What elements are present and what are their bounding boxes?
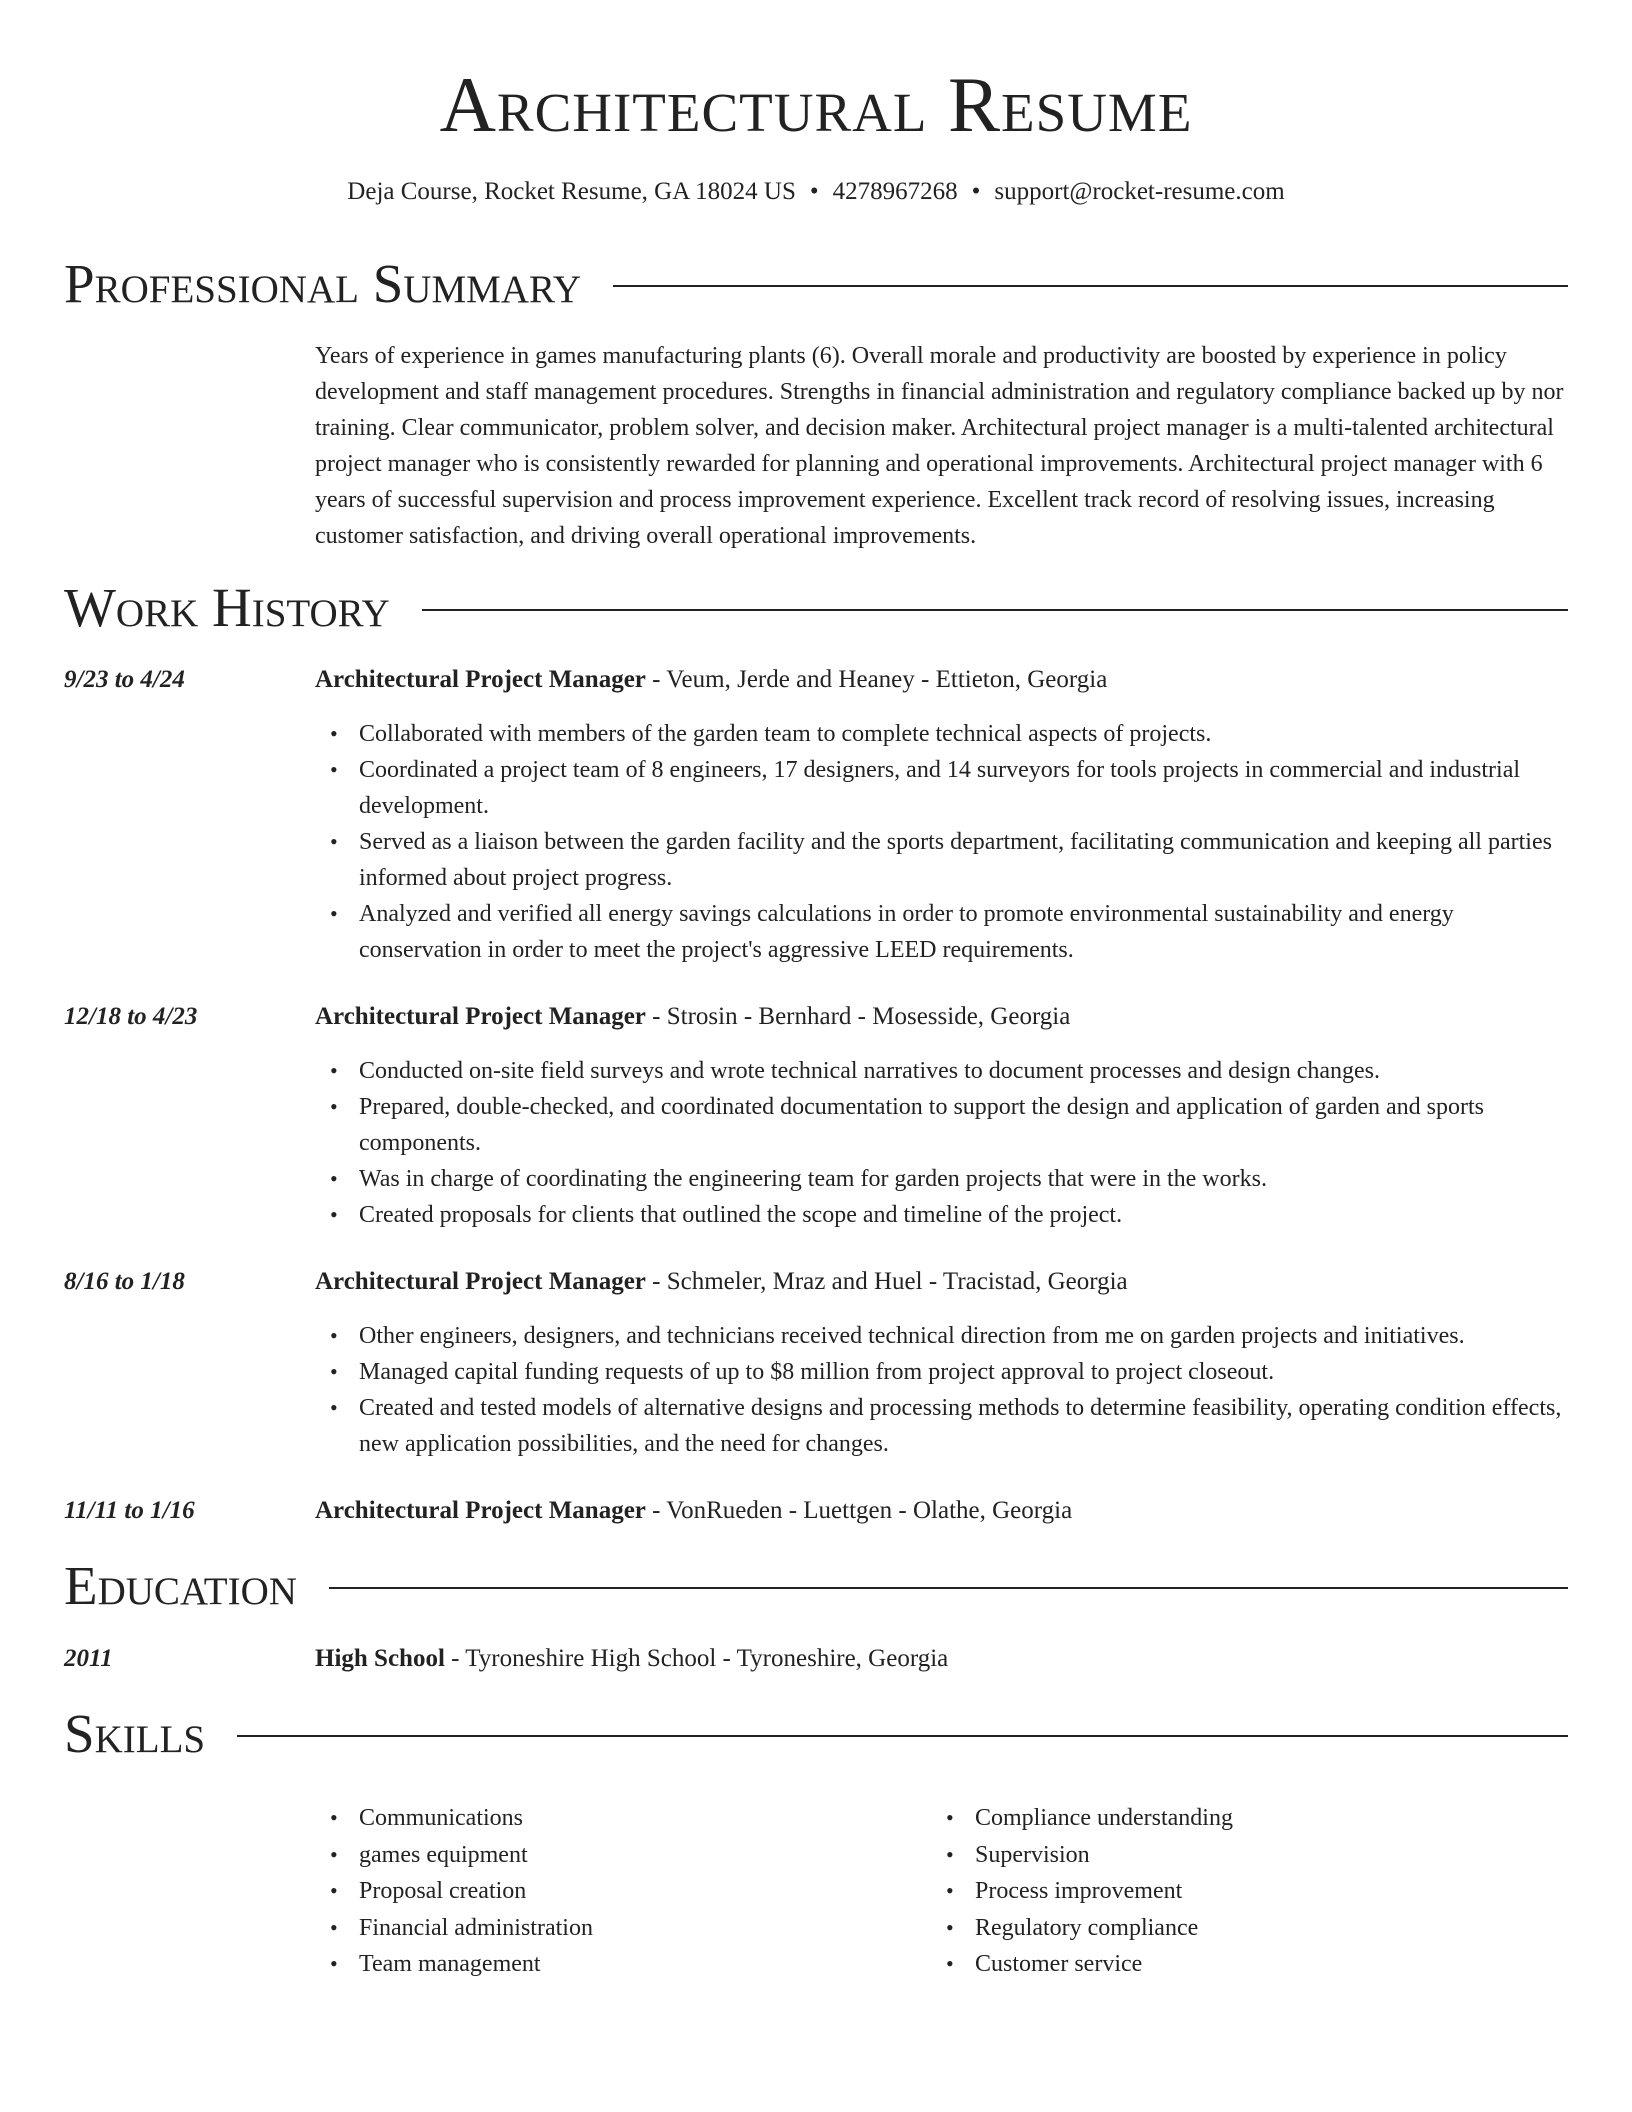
job-bullets xyxy=(315,716,1568,968)
job-dates: 12/18 to 4/23 xyxy=(64,1003,198,1030)
list-item: • Conducted on-site field surveys and wrote technical narratives to document processes and design changes. xyxy=(315,1053,1568,1089)
skill-item: • Financial administration xyxy=(315,1910,931,1947)
job-dates: 11/11 to 1/16 xyxy=(64,1497,195,1524)
skill-item: • Process improvement xyxy=(931,1873,1547,1910)
skills-list xyxy=(315,1800,1570,1983)
job-details: - VonRueden - Luettgen - Olathe, Georgia xyxy=(645,1497,1073,1524)
list-item: • Created proposals for clients that outlined the scope and timeline of the project. xyxy=(315,1197,1568,1233)
job-content xyxy=(315,1493,1568,1529)
section-divider xyxy=(422,609,1568,611)
job-content xyxy=(315,1264,1568,1462)
contact-email: support@rocket-resume.com xyxy=(994,178,1285,205)
job-heading xyxy=(315,1264,1568,1300)
education-degree: High School xyxy=(315,1645,445,1672)
job-bullets xyxy=(315,1053,1568,1233)
job-role: Architectural Project Manager xyxy=(315,1497,646,1524)
list-item: • Created and tested models of alternative designs and processing methods to determine feasibility, operating condition effects, new application possibilities, and the need for changes. xyxy=(315,1390,1568,1462)
job-details: - Strosin - Bernhard - Mosesside, Georgia xyxy=(645,1003,1071,1030)
job-role: Architectural Project Manager xyxy=(315,1003,646,1030)
resume-title: Architectural Resume xyxy=(439,61,1193,148)
skill-item: • Customer service xyxy=(931,1946,1547,1983)
section-title-work-history: Work History xyxy=(64,577,390,638)
skill-item: • Team management xyxy=(315,1946,931,1983)
job-content xyxy=(315,662,1568,968)
job-content xyxy=(315,999,1568,1233)
job-dates: 8/16 to 1/18 xyxy=(64,1268,185,1295)
skills-column-left xyxy=(315,1800,931,1983)
section-header-work-history xyxy=(64,576,1568,640)
list-item: • Other engineers, designers, and technicians received technical direction from me on garden projects and initiatives. xyxy=(315,1318,1568,1354)
skill-item: • Proposal creation xyxy=(315,1873,931,1910)
section-divider xyxy=(237,1735,1568,1737)
section-divider xyxy=(613,285,1568,287)
list-item: • Coordinated a project team of 8 engineers, 17 designers, and 14 surveyors for tools projects in commercial and industrial development. xyxy=(315,752,1568,824)
job-heading xyxy=(315,999,1568,1035)
job-bullets xyxy=(315,1318,1568,1462)
job-details: - Schmeler, Mraz and Huel - Tracistad, Georgia xyxy=(645,1268,1128,1295)
job-heading xyxy=(315,662,1568,698)
skill-item: • Compliance understanding xyxy=(931,1800,1547,1837)
education-heading xyxy=(315,1641,1568,1677)
skill-item: • games equipment xyxy=(315,1837,931,1874)
job-role: Architectural Project Manager xyxy=(315,666,646,693)
list-item: • Analyzed and verified all energy savings calculations in order to promote environmental sustainability and energy conservation in order to meet the project's aggressive LEED requirements. xyxy=(315,896,1568,968)
job-dates: 9/23 to 4/24 xyxy=(64,666,185,693)
summary-text: Years of experience in games manufacturing plants (6). Overall morale and productivity are boosted by experience in policy development and staff management procedures. Strengths in financial administration and regulatory compliance backed up by nor training. Clear communicator, problem solver, and decision maker. Architectural project manager is a multi-talented architectural project manager who is consistently rewarded for planning and operational improvements. Architectural project manager with 6 years of successful supervision and process improvement experience. Excellent track record of resolving issues, increasing customer satisfaction, and driving overall operational improvements. xyxy=(315,343,1564,549)
job-role: Architectural Project Manager xyxy=(315,1268,646,1295)
list-item: • Served as a liaison between the garden facility and the sports department, facilitating communication and keeping all parties informed about project progress. xyxy=(315,824,1568,896)
education-details: - Tyroneshire High School - Tyroneshire, Georgia xyxy=(444,1645,949,1672)
skills-column-right xyxy=(931,1800,1547,1983)
contact-separator: • xyxy=(971,178,981,205)
contact-separator: • xyxy=(809,178,819,205)
section-title-summary: Professional Summary xyxy=(64,253,582,314)
section-header-summary xyxy=(64,252,1568,316)
section-divider xyxy=(329,1587,1568,1589)
section-title-skills: Skills xyxy=(64,1703,206,1764)
section-header-skills xyxy=(64,1702,1568,1766)
section-title-education: Education xyxy=(64,1555,297,1616)
contact-phone: 4278967268 xyxy=(832,178,958,205)
education-year: 2011 xyxy=(64,1645,113,1672)
list-item: • Managed capital funding requests of up to $8 million from project approval to project closeout. xyxy=(315,1354,1568,1390)
section-header-education xyxy=(64,1554,1568,1618)
skill-item: • Supervision xyxy=(931,1837,1547,1874)
skill-item: • Regulatory compliance xyxy=(931,1910,1547,1947)
education-content xyxy=(315,1641,1568,1677)
contact-line xyxy=(0,174,1632,210)
list-item: • Collaborated with members of the garden team to complete technical aspects of projects. xyxy=(315,716,1568,752)
contact-address: Deja Course, Rocket Resume, GA 18024 US xyxy=(347,178,796,205)
list-item: • Prepared, double-checked, and coordinated documentation to support the design and application of garden and sports components. xyxy=(315,1089,1568,1161)
job-heading xyxy=(315,1493,1568,1529)
job-details: - Veum, Jerde and Heaney - Ettieton, Georgia xyxy=(645,666,1108,693)
skill-item: • Communications xyxy=(315,1800,931,1837)
list-item: • Was in charge of coordinating the engineering team for garden projects that were in the works. xyxy=(315,1161,1568,1197)
